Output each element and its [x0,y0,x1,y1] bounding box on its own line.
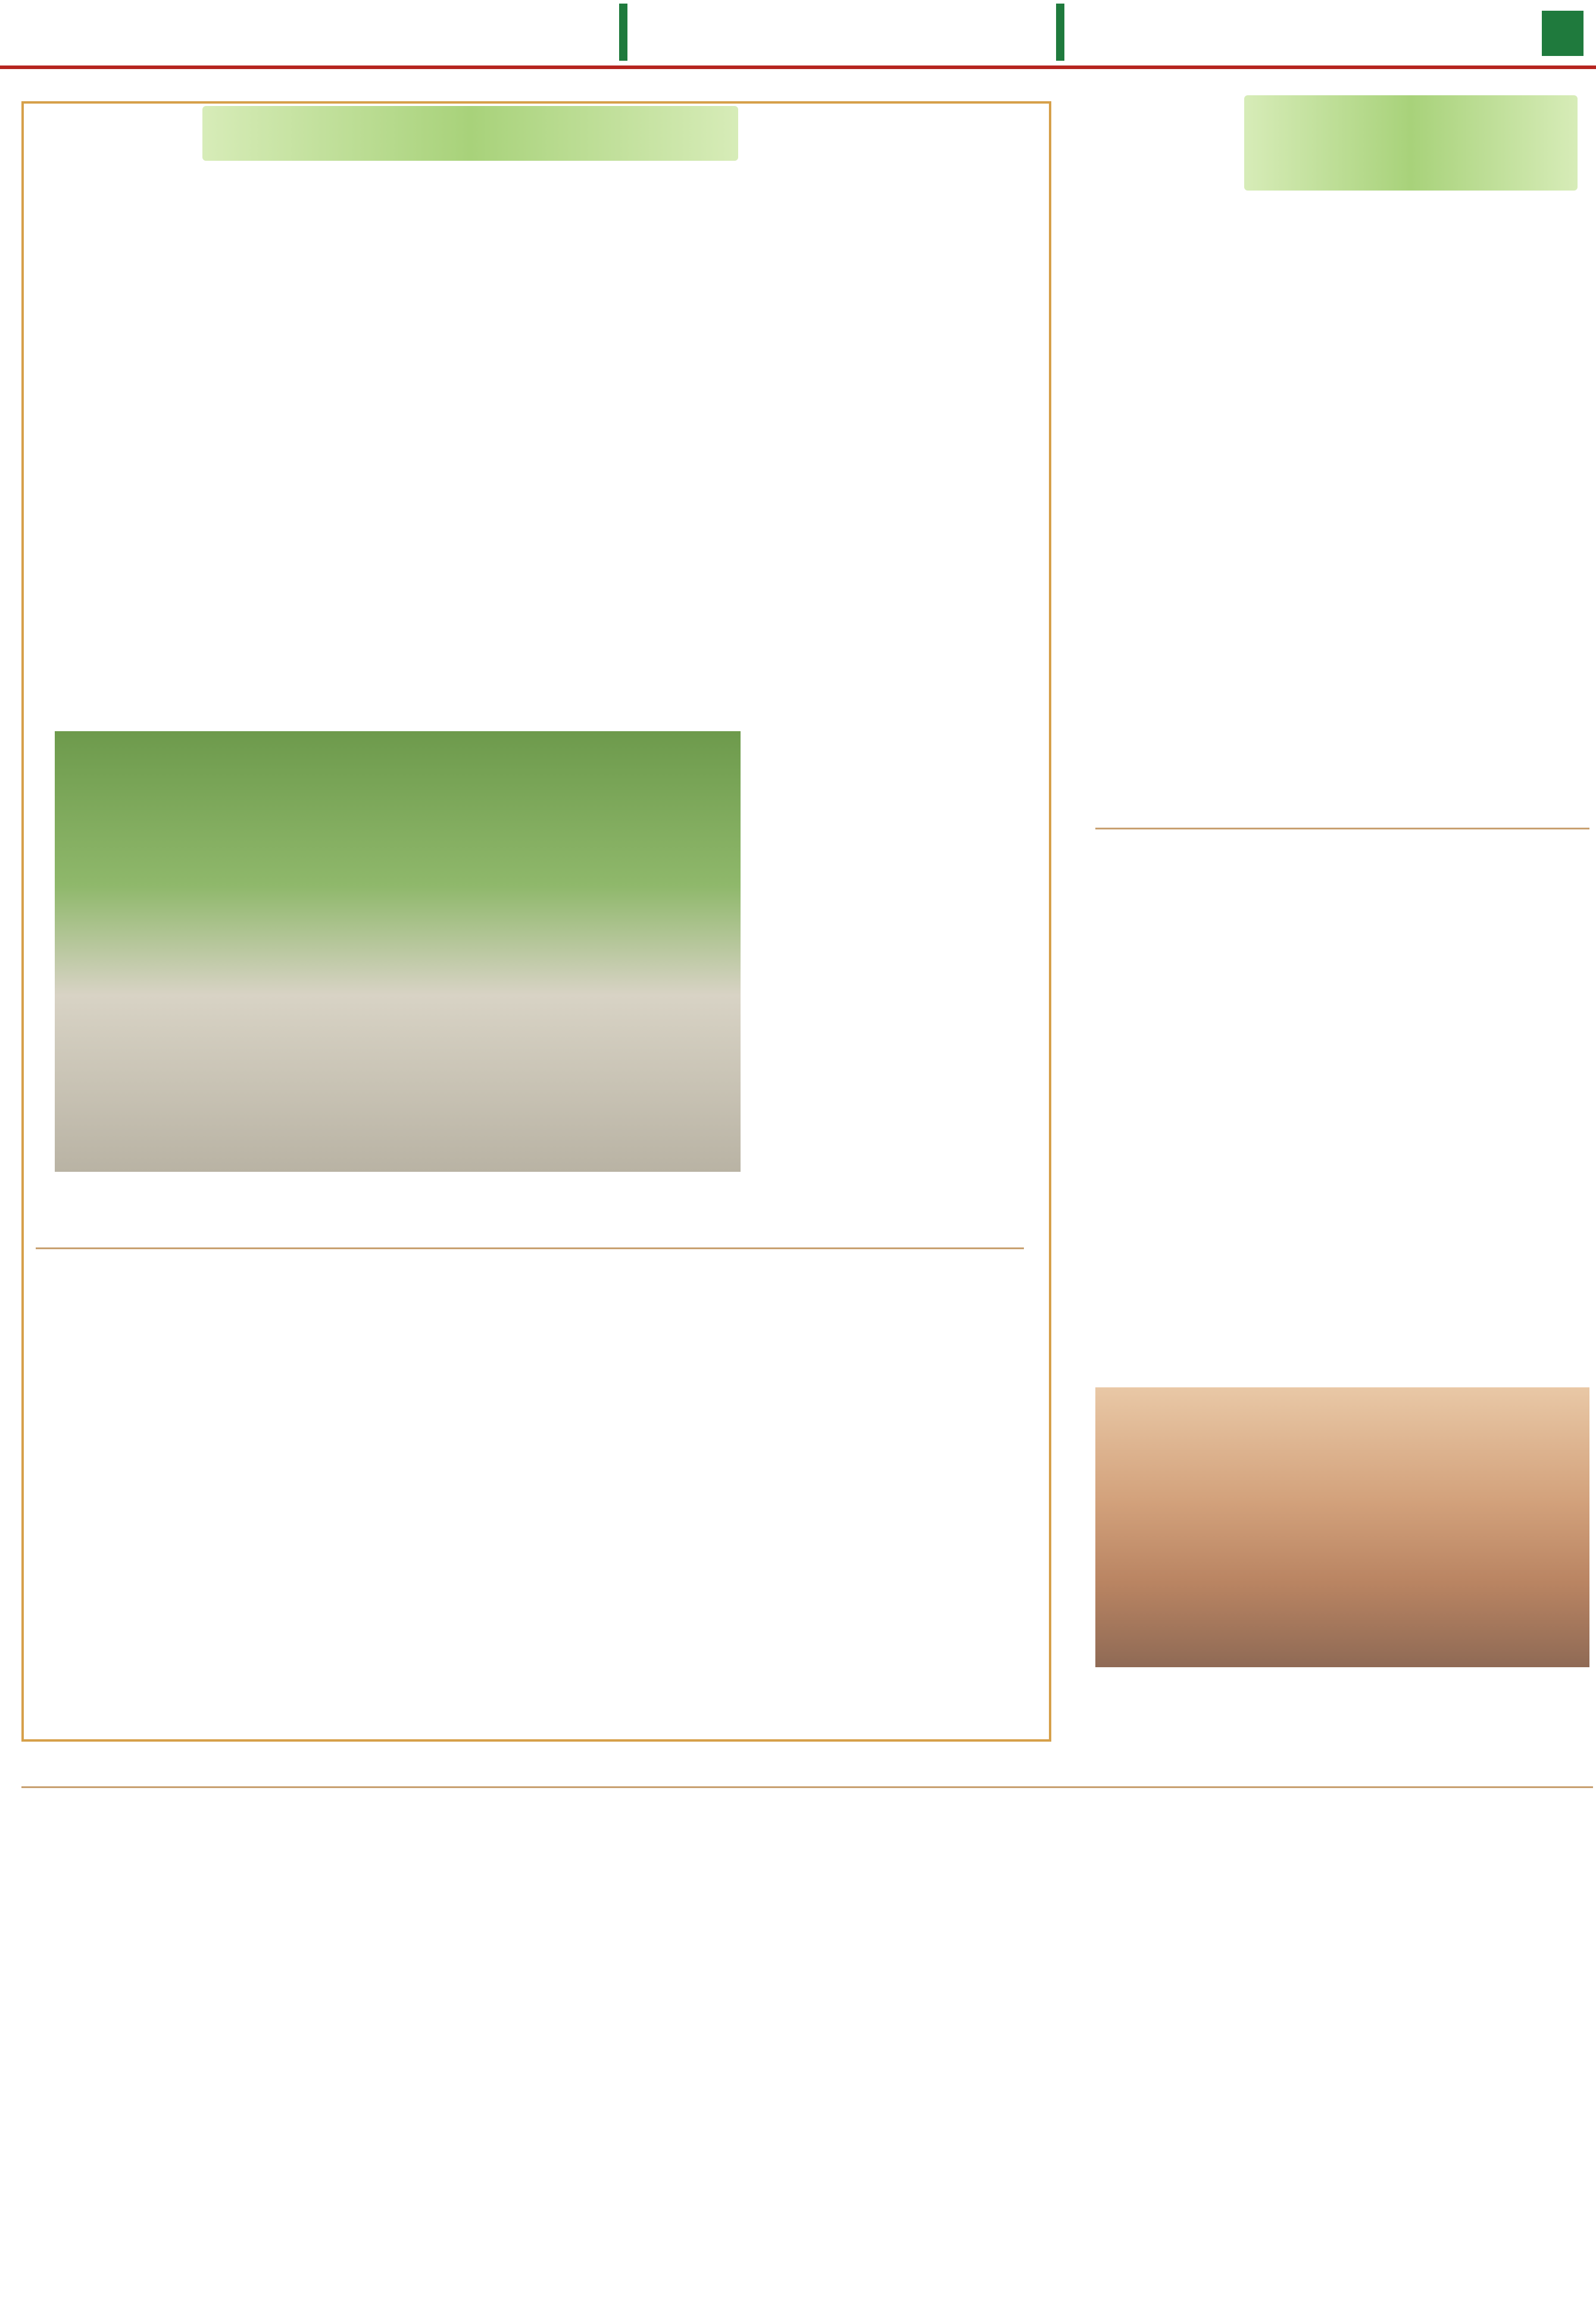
antidrug-col-3 [543,357,745,715]
section-banner [619,4,1064,61]
antidrug-photo [55,731,741,1172]
law-p1 [36,2173,286,2316]
edu-banner [1244,95,1578,191]
divider [21,1786,1593,1788]
page-number [1542,11,1583,56]
antidrug-col-4 [792,357,994,715]
antidrug-col-2 [301,357,503,715]
law-p2 [569,2033,819,2316]
law-col-2 [310,1959,560,2316]
divider [1095,828,1589,829]
classroom-photo [1095,1387,1589,1667]
divider [36,1247,1024,1249]
antidrug-col-1 [55,357,257,715]
antidrug-banner [202,106,738,161]
